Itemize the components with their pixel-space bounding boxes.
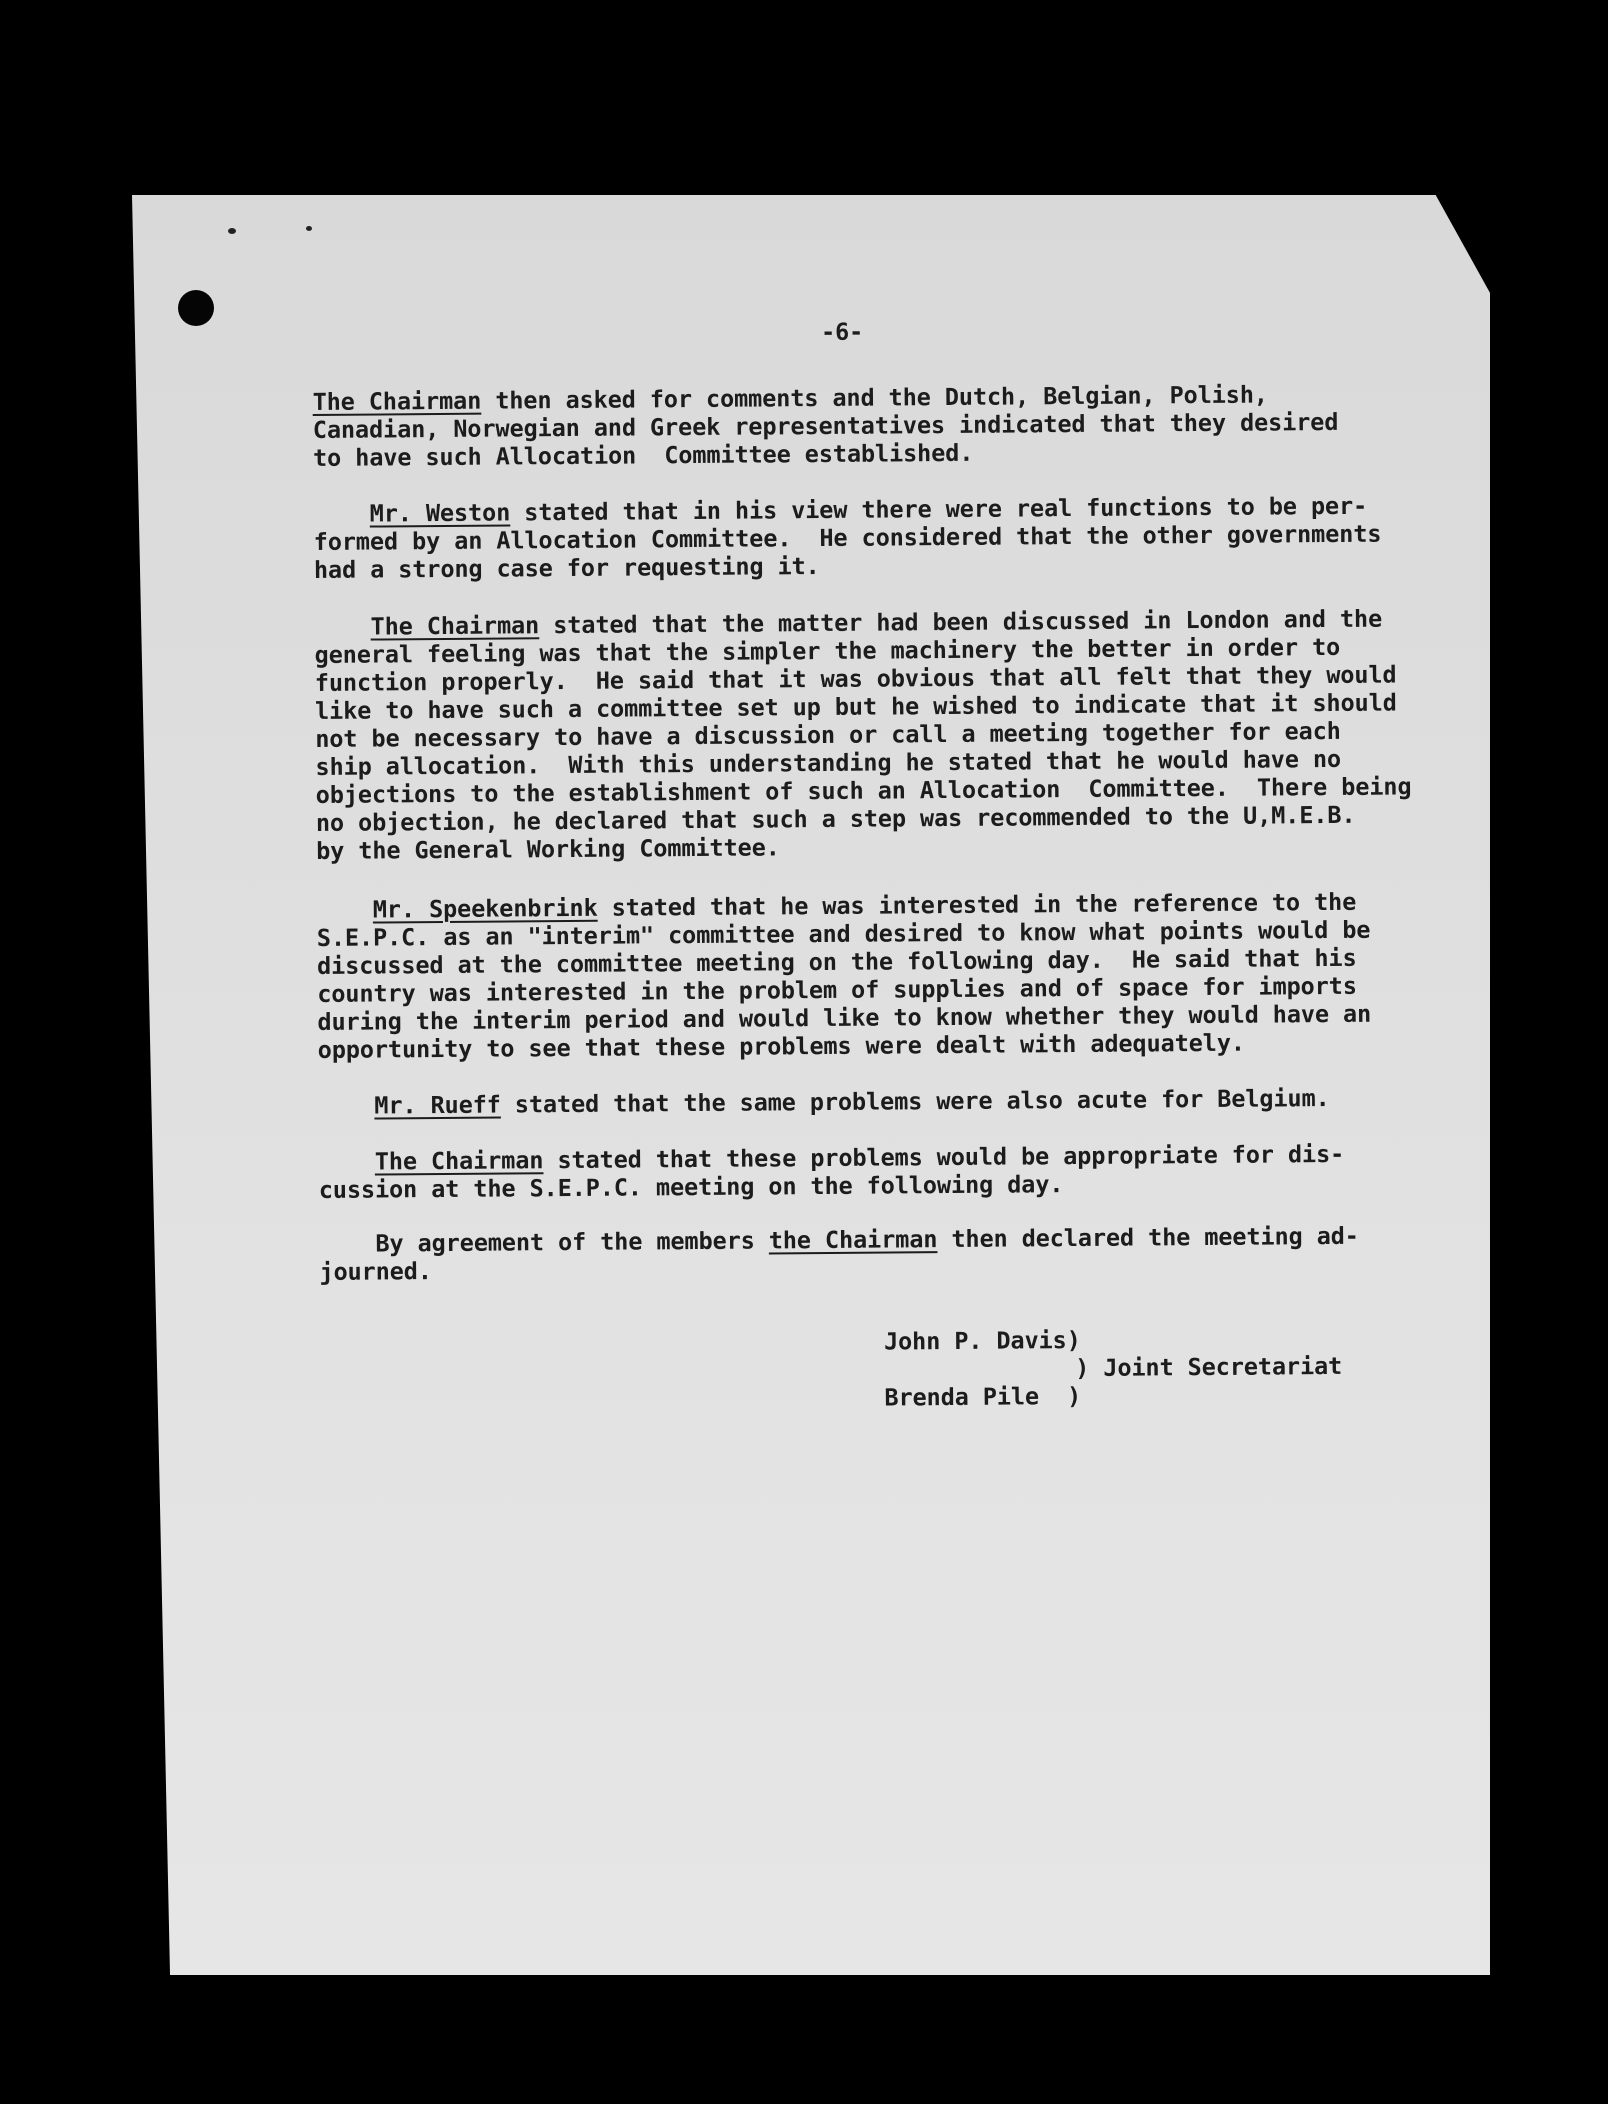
- text-run: then declared the meeting ad-: [937, 1221, 1359, 1254]
- paragraph-1: [313, 379, 1414, 472]
- text-run: country was interested in the problem of supplies and of space for imports: [317, 971, 1357, 1008]
- ink-smudge: [306, 226, 312, 231]
- text-run: no objection, he declared that such a step was recommended to the U,M.E.B.: [315, 800, 1356, 837]
- text-run: then asked for comments and the Dutch, Belgian, Polish,: [481, 380, 1269, 415]
- page-number: -6-: [820, 317, 864, 347]
- paragraph-6: [318, 1139, 1418, 1204]
- text-run: ship allocation. With this understanding he stated that he would have no: [315, 744, 1342, 781]
- text-run: Canadian, Norwegian and Greek representatives indicated that they desired: [312, 407, 1339, 444]
- speaker-name: the Chairman: [768, 1225, 938, 1255]
- text-run: function properly. He said that it was obvious that all felt that they would: [314, 660, 1397, 697]
- text-run: not be necessary to have a discussion or call a meeting together for each: [315, 716, 1341, 753]
- speaker-name: Mr. Weston: [369, 498, 511, 528]
- speaker-name: The Chairman: [370, 611, 540, 641]
- text-run: general feeling was that the simpler the machinery the better in order to: [314, 632, 1341, 669]
- text-run: had a strong case for requesting it.: [313, 552, 820, 584]
- text-run: [314, 613, 370, 641]
- text-run: opportunity to see that these problems were dealt with adequately.: [317, 1028, 1245, 1064]
- paragraph-3: [314, 604, 1416, 865]
- text-run: stated that in his view there were real functions to be per-: [510, 491, 1368, 527]
- text-run: [313, 500, 369, 528]
- text-run: S.E.P.C. as an "interim" committee and desired to know what points would be: [316, 915, 1371, 952]
- signatory-name-2: Brenda Pile ): [884, 1381, 1082, 1412]
- text-run: cussion at the S.E.P.C. meeting on the following day.: [318, 1170, 1064, 1204]
- text-run: [318, 1092, 374, 1120]
- text-run: stated that the matter had been discussed in London and the: [539, 604, 1383, 640]
- paragraph-7: [319, 1221, 1419, 1286]
- paragraph-2: [313, 491, 1414, 584]
- text-run: objections to the establishment of such an Allocation Committee. There being: [315, 772, 1412, 809]
- speaker-name: The Chairman: [312, 386, 482, 416]
- text-run: by the General Working Committee.: [316, 833, 780, 865]
- text-run: during the interim period and would like to know whether they would have an: [317, 999, 1372, 1036]
- text-run: stated that the same problems were also acute for Belgium.: [500, 1084, 1330, 1119]
- text-run: stated that he was interested in the reference to the: [597, 887, 1357, 922]
- text-run: formed by an Allocation Committee. He considered that the other governments: [313, 519, 1382, 556]
- text-run: By agreement of the members: [319, 1226, 769, 1258]
- text-run: stated that these problems would be appropriate for dis-: [543, 1139, 1345, 1175]
- text-run: to have such Allocation Committee established.: [312, 438, 974, 472]
- text-run: [318, 1148, 374, 1176]
- ink-smudge: [228, 228, 236, 234]
- text-run: [317, 896, 373, 924]
- speaker-name: Mr. Speekenbrink: [372, 893, 598, 924]
- punch-hole: [178, 290, 214, 326]
- signatory-name-1: John P. Davis): [883, 1325, 1081, 1356]
- text-run: like to have such a committee set up but he wished to indicate that it should: [314, 688, 1397, 725]
- joint-secretariat-label: ) Joint Secretariat: [1075, 1351, 1343, 1383]
- text-run: discussed at the committee meeting on the following day. He said that his: [316, 943, 1357, 980]
- speaker-name: Mr. Rueff: [374, 1090, 501, 1120]
- speaker-name: The Chairman: [374, 1146, 544, 1176]
- paragraph-4: [317, 887, 1418, 1064]
- text-run: journed.: [319, 1257, 432, 1286]
